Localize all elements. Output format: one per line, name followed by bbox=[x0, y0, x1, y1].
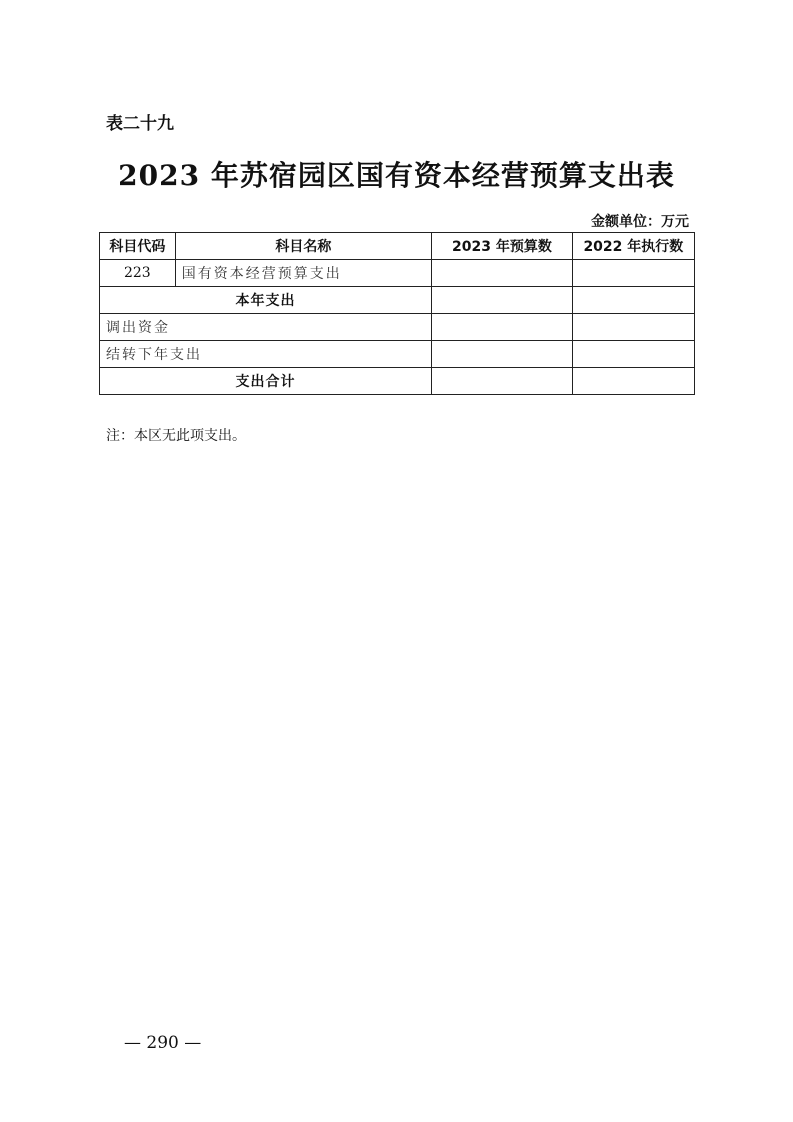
table-label: 表二十九 bbox=[106, 114, 174, 134]
carryover-label: 结转下年支出 bbox=[100, 341, 432, 368]
item-code: 223 bbox=[100, 260, 176, 287]
table-row bbox=[100, 260, 695, 287]
budget-table bbox=[99, 232, 695, 395]
header-exec-2022: 2022 年执行数 bbox=[572, 233, 694, 260]
total-exec-2022 bbox=[572, 368, 694, 395]
transfer-row bbox=[100, 314, 695, 341]
item-exec-2022 bbox=[572, 260, 694, 287]
header-budget-2023: 2023 年预算数 bbox=[432, 233, 573, 260]
carryover-exec-2022 bbox=[572, 341, 694, 368]
item-budget-2023 bbox=[432, 260, 573, 287]
header-name: 科目名称 bbox=[175, 233, 431, 260]
transfer-budget-2023 bbox=[432, 314, 573, 341]
footnote: 注：本区无此项支出。 bbox=[106, 428, 246, 444]
subtotal-row bbox=[100, 287, 695, 314]
subtotal-budget-2023 bbox=[432, 287, 573, 314]
page-number: — 290 — bbox=[124, 1033, 202, 1053]
carryover-row bbox=[100, 341, 695, 368]
total-row bbox=[100, 368, 695, 395]
page-title: 2023 年苏宿园区国有资本经营预算支出表 bbox=[118, 159, 675, 192]
total-label: 支出合计 bbox=[100, 368, 432, 395]
subtotal-label: 本年支出 bbox=[100, 287, 432, 314]
total-budget-2023 bbox=[432, 368, 573, 395]
carryover-budget-2023 bbox=[432, 341, 573, 368]
header-code: 科目代码 bbox=[100, 233, 176, 260]
transfer-exec-2022 bbox=[572, 314, 694, 341]
item-name: 国有资本经营预算支出 bbox=[175, 260, 431, 287]
unit-label: 金额单位：万元 bbox=[591, 214, 689, 230]
table-header-row bbox=[100, 233, 695, 260]
transfer-label: 调出资金 bbox=[100, 314, 432, 341]
subtotal-exec-2022 bbox=[572, 287, 694, 314]
